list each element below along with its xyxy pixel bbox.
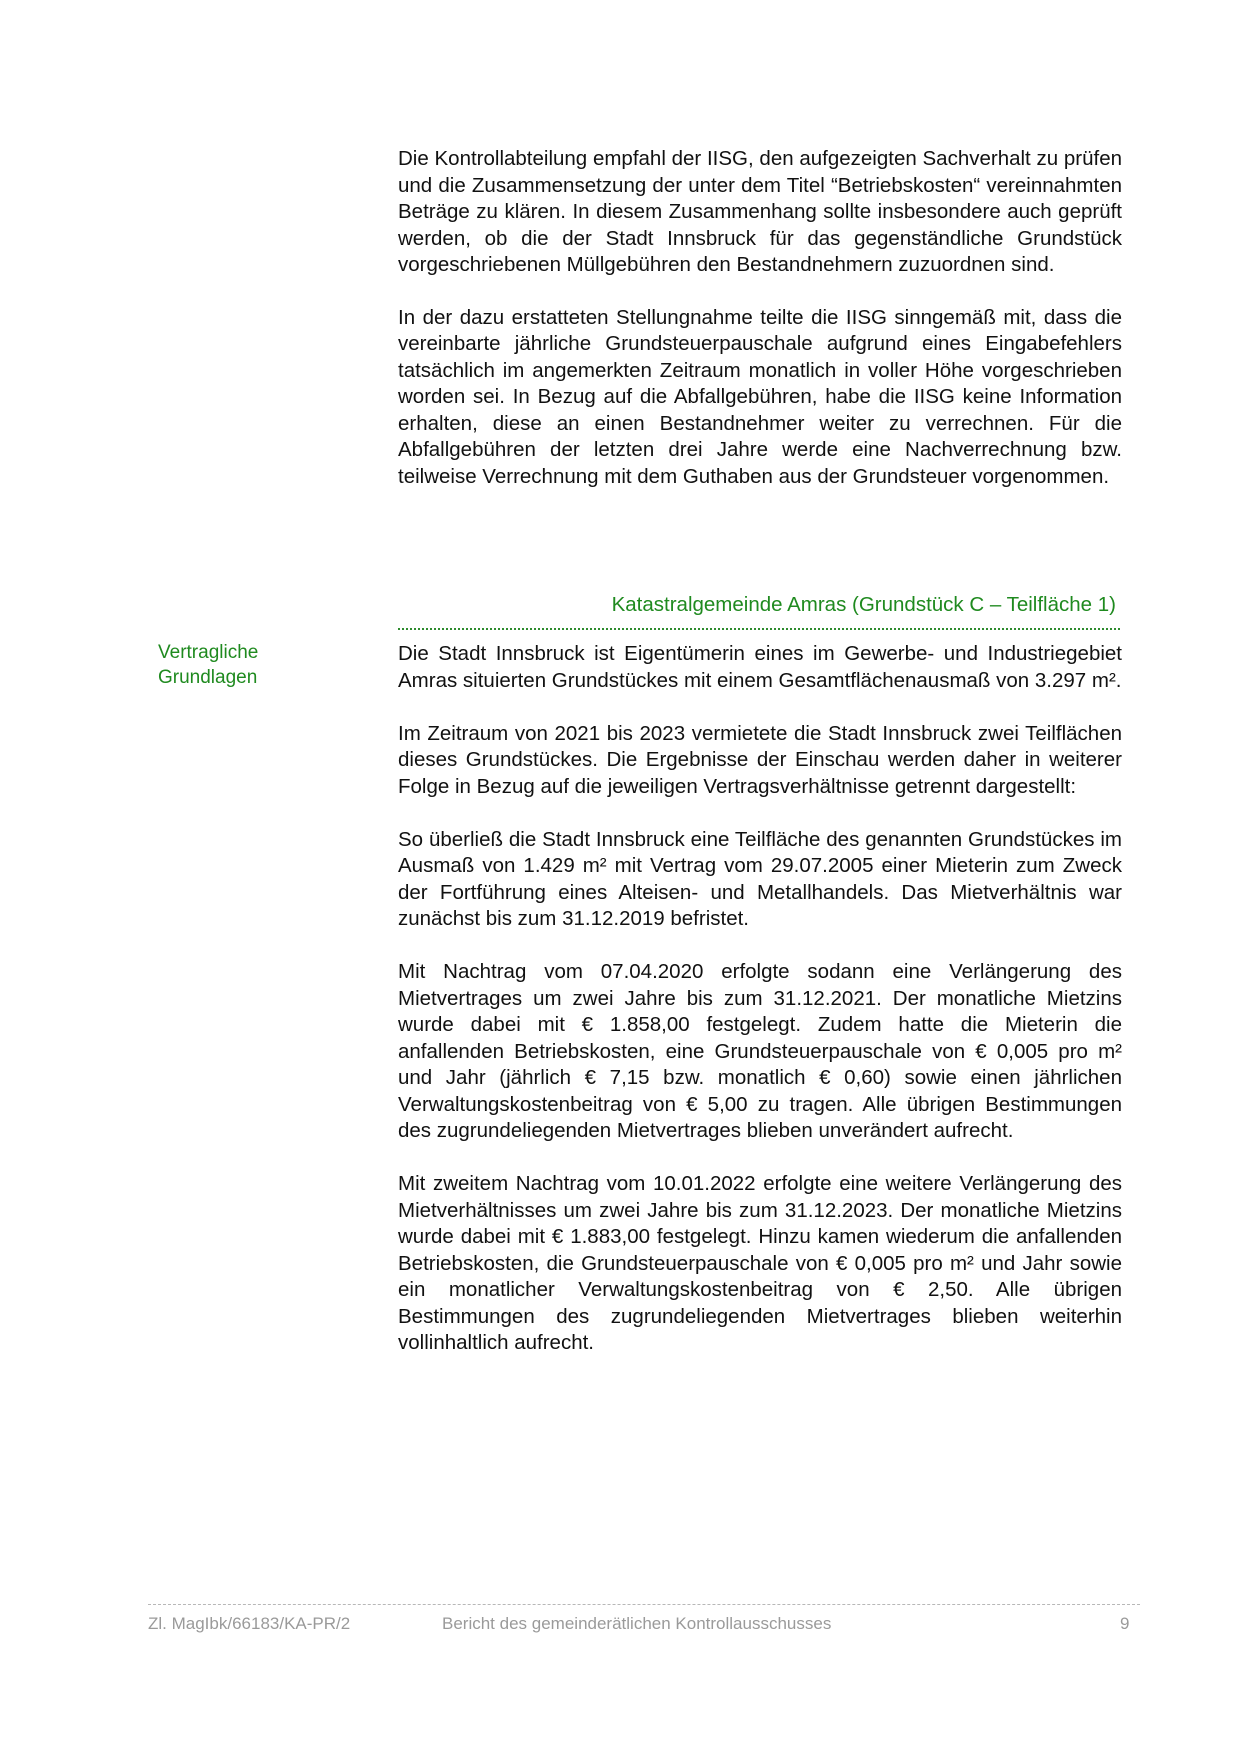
margin-note — [158, 641, 358, 690]
body-text-top — [398, 146, 1122, 490]
paragraph: Mit Nachtrag vom 07.04.2020 erfolgte sodann eine Verlängerung des Mietvertrages um zwei Jahre bis zum 31.12.2021. Der monatliche Mietzins wurde dabei mit € 1.858,00 festgelegt. Zudem hatte die Mieterin die anfallenden Betriebskosten, eine Grundsteuerpauschale von € 0,005 pro m² und Jahr (jährlich € 7,15 bzw. monatlich € 0,60) sowie einen jährlichen Verwaltungskostenbeitrag von € 5,00 zu tragen. Alle übrigen Bestimmungen des zugrundeliegenden Mietvertrages blieben unverändert aufrecht. — [398, 960, 1122, 1142]
paragraph: Im Zeitraum von 2021 bis 2023 vermietete die Stadt Innsbruck zwei Teilflächen dieses Grundstückes. Die Ergebnisse der Einschau werden daher in weiterer Folge in Bezug auf die jeweiligen Vertragsverhältnisse getrennt dargestellt: — [398, 721, 1122, 798]
body-text-bottom — [398, 641, 1122, 1357]
paragraph: Die Kontrollabteilung empfahl der IISG, den aufgezeigten Sachverhalt zu prüfen und die Zusammensetzung der unter dem Titel “Betriebskosten“ vereinnahmten Beträge zu klären. In diesem Zusammenhang sollte insbesondere auch geprüft werden, ob die der Stadt Innsbruck für das gegenständliche Grundstück vorgeschriebenen Müllgebühren den Bestandnehmern zuzuordnen sind. — [398, 147, 1122, 276]
section-heading — [398, 592, 1120, 630]
footer-title: Bericht des gemeinderätlichen Kontrollausschusses — [442, 1614, 832, 1633]
page-number: 9 — [1120, 1614, 1130, 1633]
section-heading-text: Katastralgemeinde Amras (Grundstück C – Teilfläche 1) — [611, 593, 1116, 616]
margin-note-line: Vertragliche — [158, 642, 259, 663]
paragraph: Die Stadt Innsbruck ist Eigentümerin eines im Gewerbe- und Industriegebiet Amras situierten Grundstückes mit einem Gesamtflächenausmaß von 3.297 m². — [398, 642, 1122, 692]
footer-reference: Zl. MagIbk/66183/KA-PR/2 — [148, 1614, 351, 1633]
footer-divider — [148, 1604, 1140, 1605]
paragraph: Mit zweitem Nachtrag vom 10.01.2022 erfolgte eine weitere Verlängerung des Mietverhältnisses um zwei Jahre bis zum 31.12.2023. Der monatliche Mietzins wurde dabei mit € 1.883,00 festgelegt. Hinzu kamen wiederum die anfallenden Betriebskosten, die Grundsteuerpauschale von € 0,005 pro m² und Jahr sowie ein monatlicher Verwaltungskostenbeitrag von € 2,50. Alle übrigen Bestimmungen des zugrundeliegenden Mietvertrages blieben weiterhin vollinhaltlich aufrecht. — [398, 1172, 1122, 1354]
paragraph: So überließ die Stadt Innsbruck eine Teilfläche des genannten Grundstückes im Ausmaß von 1.429 m² mit Vertrag vom 29.07.2005 einer Mieterin zum Zweck der Fortführung eines Alteisen- und Metallhandels. Das Mietverhältnis war zunächst bis zum 31.12.2019 befristet. — [398, 827, 1122, 930]
margin-note-line: Grundlagen — [158, 666, 258, 688]
paragraph: In der dazu erstatteten Stellungnahme teilte die IISG sinngemäß mit, dass die vereinbarte jährliche Grundsteuerpauschale aufgrund eines Eingabefehlers tatsächlich im angemerkten Zeitraum monatlich in voller Höhe vorgeschrieben worden sei. In Bezug auf die Abfallgebühren, habe die IISG keine Information erhalten, diese an einen Bestandnehmer weiter zu verrechnen. Für die Abfallgebühren der letzten drei Jahre werde eine Nachverrechnung bzw. teilweise Verrechnung mit dem Guthaben aus der Grundsteuer vorgenommen. — [398, 305, 1122, 488]
